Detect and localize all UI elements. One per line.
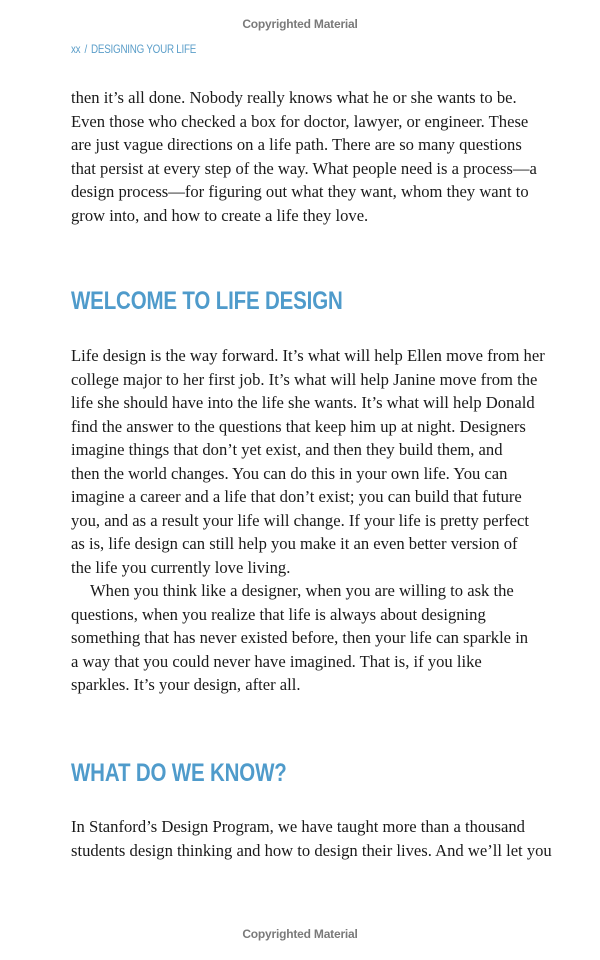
text-line: Life design is the way forward. It’s what will help Ellen move from her [71,346,545,365]
text-line: imagine things that don’t yet exist, and then they build them, and [71,440,503,459]
text-line: imagine a career and a life that don’t exist; you can build that future [71,487,522,506]
text-line: as is, life design can still help you make it an even better version of [71,534,518,553]
text-line: the life you currently love living. [71,557,291,577]
running-head [71,42,196,56]
section1-paragraph-2 [71,579,541,603]
text-line: grow into, and how to create a life they love. [71,205,369,225]
text-line: you, and as a result your life will change. If your life is pretty perfect [71,510,530,530]
section-heading-what-do-we-know: WHAT DO WE KNOW? [71,759,287,787]
text-line: life she should have into the life she wants. It’s what will help Donald [71,393,535,412]
text-line: then the world changes. You can do this in your own life. You can [71,463,508,483]
section1-paragraph-2-cont [71,603,541,697]
text-line: In Stanford’s Design Program, we have taught more than a thousand [71,817,525,836]
section2-body [71,815,552,862]
text-line: something that has never existed before, then your life can sparkle in [71,628,529,647]
text-line: When you think like a designer, when you are willing to ask the [90,581,514,600]
text-line: are just vague directions on a life path. There are so many questions [71,135,522,154]
section-heading-welcome: WELCOME TO LIFE DESIGN [71,287,343,315]
text-line: students design thinking and how to design their lives. And we’ll let you [71,840,552,860]
section2-paragraph-1 [71,815,552,862]
section1-body [71,344,545,697]
text-line: questions, when you realize that life is always about designing [71,604,486,624]
text-line: that persist at every step of the way. What people need is a process—a [71,158,537,178]
copyright-watermark-bottom: Copyrighted Material [242,927,358,941]
text-line: design process—for figuring out what they want, whom they want to [71,182,529,201]
intro-paragraph [71,86,541,227]
text-line: college major to her first job. It’s what will help Janine move from the [71,369,538,389]
text-line: sparkles. It’s your design, after all. [71,675,301,694]
book-title: DESIGNING YOUR LIFE [91,42,197,56]
text-line: Even those who checked a box for doctor, lawyer, or engineer. These [71,111,529,131]
running-head-separator: / [84,42,87,56]
copyright-watermark-top: Copyrighted Material [242,17,358,31]
text-line: then it’s all done. Nobody really knows what he or she wants to be. [71,88,517,107]
text-line: find the answer to the questions that keep him up at night. Designers [71,416,526,436]
section1-paragraph-1 [71,344,545,579]
text-line: a way that you could never have imagined. That is, if you like [71,651,482,671]
page-number: xx [71,42,81,56]
